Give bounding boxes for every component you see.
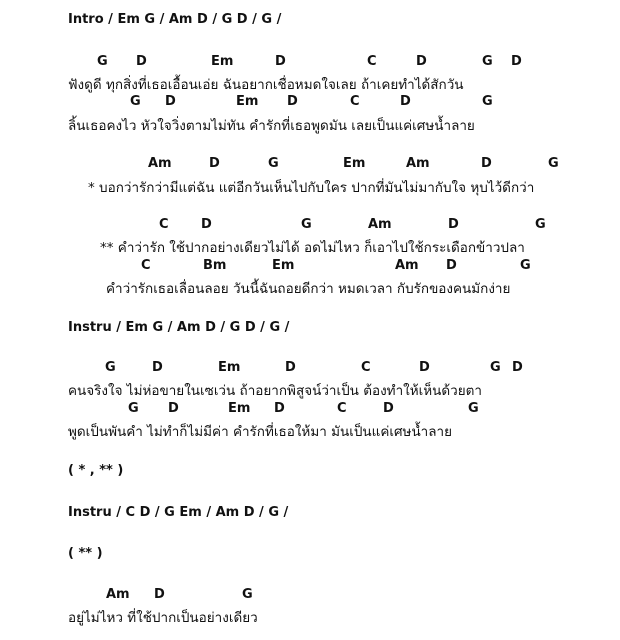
chord: Bm bbox=[203, 258, 227, 273]
chord: Em bbox=[236, 94, 259, 109]
chord: D bbox=[481, 156, 492, 171]
chord: Em bbox=[228, 401, 251, 416]
lyric-line: พูดเป็นพันคำ ไม่ทำก็ไม่มีค่า คำรักที่เธอให้มา มันเป็นแค่เศษน้ำลาย bbox=[68, 424, 453, 440]
lyric-line: * บอกว่ารักว่ามีแต่ฉัน แต่อีกวันเห็นไปกับใคร ปากที่มันไม่มากับใจ หุบไว้ดีกว่า bbox=[88, 180, 535, 196]
lyric-line: คำว่ารักเธอเลื่อนลอย วันนี้ฉันถอยดีกว่า หมดเวลา กับรักของคนมักง่าย bbox=[106, 281, 511, 297]
lyric-line: คนจริงใจ ไม่ห่อขายในเซเว่น ถ้าอยากพิสูจน์ว่าเป็น ต้องทำให้เห็นด้วยตา bbox=[68, 383, 482, 399]
chord: D bbox=[209, 156, 220, 171]
chord: C bbox=[350, 94, 360, 109]
chord: D bbox=[419, 360, 430, 375]
chord: G bbox=[482, 54, 493, 69]
chord: C bbox=[337, 401, 347, 416]
chord: D bbox=[152, 360, 163, 375]
chord: Am bbox=[148, 156, 172, 171]
chord: Em bbox=[218, 360, 241, 375]
chord: G bbox=[468, 401, 479, 416]
chord: G bbox=[301, 217, 312, 232]
chord: C bbox=[159, 217, 169, 232]
chord: D bbox=[201, 217, 212, 232]
repeat-marker-2: ( ** ) bbox=[68, 546, 103, 561]
chord: D bbox=[511, 54, 522, 69]
chord: Em bbox=[211, 54, 234, 69]
chord: G bbox=[242, 587, 253, 602]
chord: D bbox=[136, 54, 147, 69]
chord: Am bbox=[368, 217, 392, 232]
lyric-line: อยู่ไม่ไหว ที่ใช้ปากเป็นอย่างเดียว bbox=[68, 610, 258, 626]
chord: Am bbox=[395, 258, 419, 273]
chord: G bbox=[97, 54, 108, 69]
chord: D bbox=[275, 54, 286, 69]
chord: G bbox=[130, 94, 141, 109]
chord: G bbox=[490, 360, 501, 375]
chord: Em bbox=[343, 156, 366, 171]
chord: G bbox=[535, 217, 546, 232]
instru-chords-2: Instru / C D / G Em / Am D / G / bbox=[68, 505, 289, 520]
chord: G bbox=[105, 360, 116, 375]
lyric-line: ลิ้นเธอคงไว หัวใจวิ่งตามไม่ทัน คำรักที่เธอพูดมัน เลยเป็นแค่เศษน้ำลาย bbox=[68, 118, 475, 134]
instru-chords-1: Instru / Em G / Am D / G D / G / bbox=[68, 320, 290, 335]
chord: Am bbox=[106, 587, 130, 602]
chord: Em bbox=[272, 258, 295, 273]
chord: C bbox=[361, 360, 371, 375]
chord: D bbox=[154, 587, 165, 602]
chord: D bbox=[446, 258, 457, 273]
chord: Am bbox=[406, 156, 430, 171]
chord: D bbox=[448, 217, 459, 232]
chord: D bbox=[512, 360, 523, 375]
chord: G bbox=[268, 156, 279, 171]
chord: G bbox=[128, 401, 139, 416]
chord: D bbox=[165, 94, 176, 109]
chord: D bbox=[416, 54, 427, 69]
lyric-line: ฟังดูดี ทุกสิ่งที่เธอเอื้อนเอ่ย ฉันอยากเชื่อหมดใจเลย ถ้าเคยทำได้สักวัน bbox=[68, 77, 464, 93]
chord: D bbox=[400, 94, 411, 109]
chord: D bbox=[285, 360, 296, 375]
chord: G bbox=[482, 94, 493, 109]
intro-chords: Intro / Em G / Am D / G D / G / bbox=[68, 12, 282, 27]
chord: D bbox=[287, 94, 298, 109]
chord: D bbox=[383, 401, 394, 416]
chord: D bbox=[274, 401, 285, 416]
repeat-marker-1: ( * , ** ) bbox=[68, 463, 124, 478]
chord: C bbox=[367, 54, 377, 69]
chord: D bbox=[168, 401, 179, 416]
chord: C bbox=[141, 258, 151, 273]
chord: G bbox=[548, 156, 559, 171]
lyric-line: ** คำว่ารัก ใช้ปากอย่างเดียวไม่ได้ อดไม่ไหว ก็เอาไปใช้กระเดือกข้าวปลา bbox=[100, 240, 525, 256]
chord: G bbox=[520, 258, 531, 273]
